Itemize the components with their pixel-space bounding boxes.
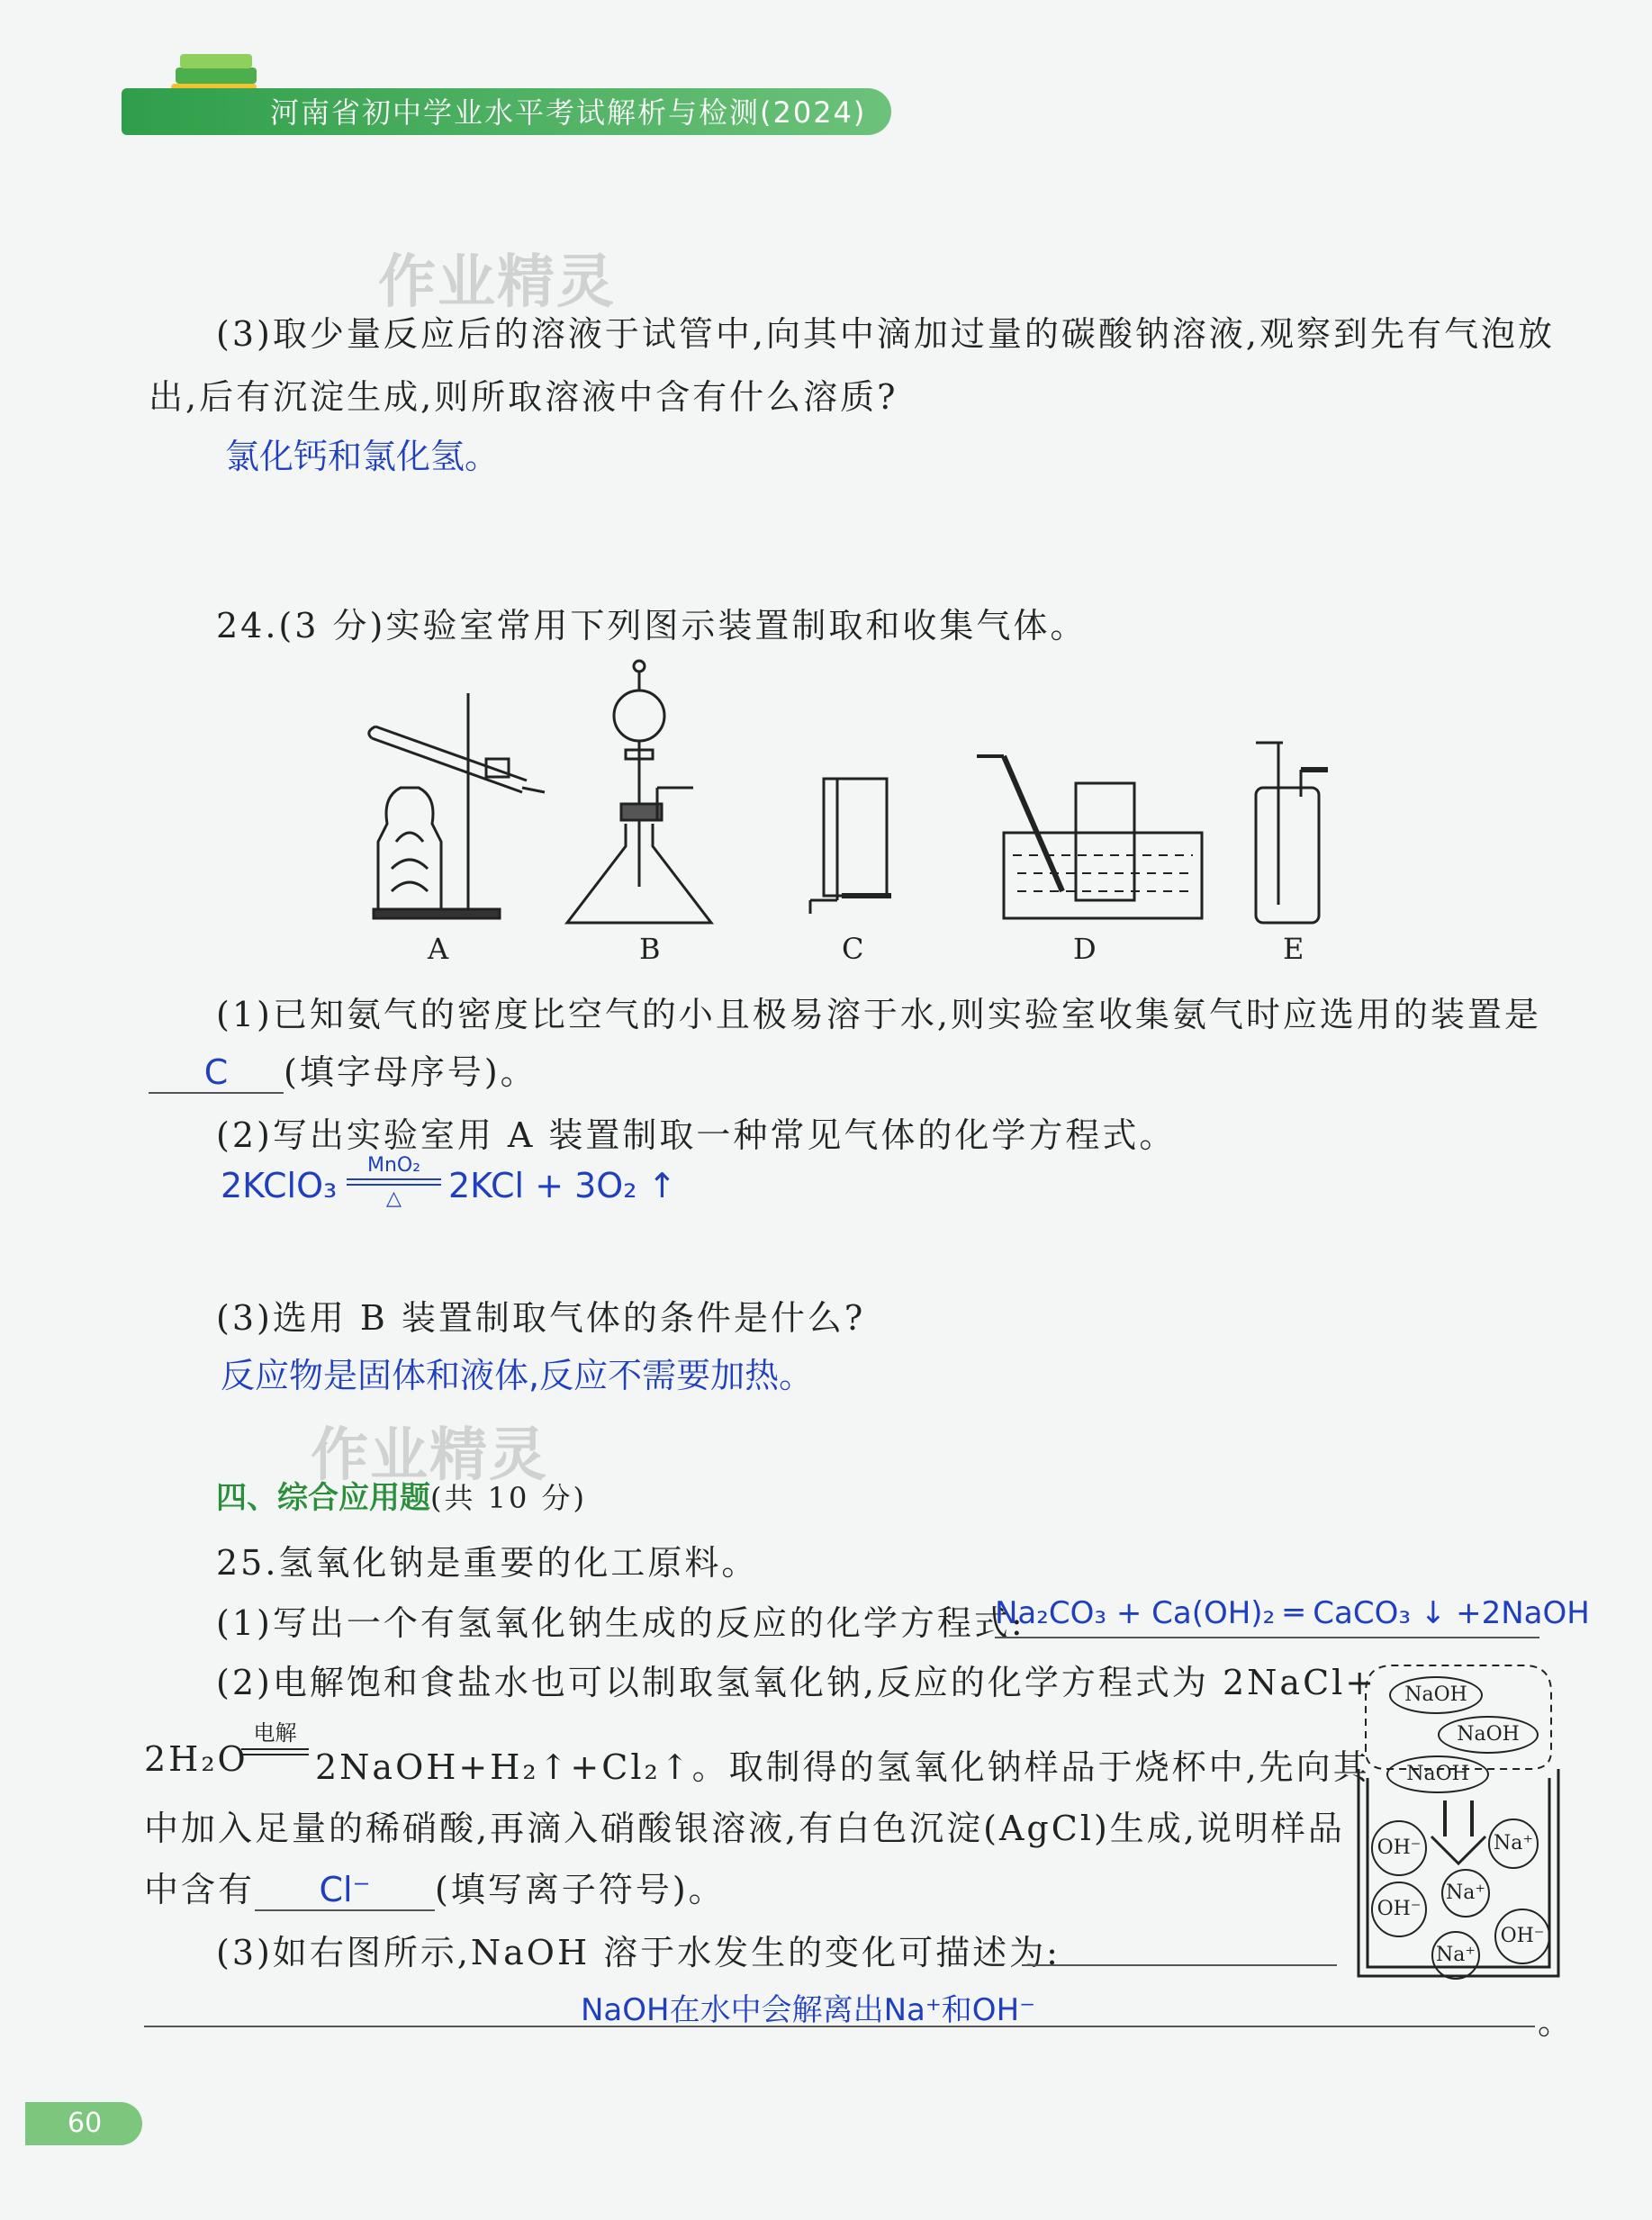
q24-part1-line1: (1)已知氨气的密度比空气的小且极易溶于水,则实验室收集氨气时应选用的装置是: [216, 995, 1541, 1034]
q24-part2: (2)写出实验室用 A 装置制取一种常见气体的化学方程式。: [216, 1115, 1177, 1155]
apparatus-label-b: B: [639, 932, 661, 966]
q24-part2-condition: [347, 1154, 441, 1210]
q25-part2-line4: [144, 1862, 726, 1911]
q24-part3-answer: 反应物是固体和液体,反应不需要加热。: [221, 1356, 814, 1395]
q25-part1-blank: [995, 1637, 1539, 1638]
q24-part2-answer-right: 2KCl + 3O₂ ↑: [448, 1166, 677, 1205]
q24-part1-answer: C: [149, 1052, 284, 1094]
naoh-dissolution-diagram: [1355, 1656, 1562, 1985]
section4-title: 四、综合应用题: [216, 1480, 430, 1516]
q25-part3-blank1: [1022, 1964, 1337, 1966]
apparatus-label-d: D: [1073, 932, 1097, 966]
q23-part3-answer: 氯化钙和氯化氢。: [225, 437, 500, 476]
apparatus-label-c: C: [842, 932, 864, 966]
sodium-ion: Na⁺: [1488, 1818, 1539, 1869]
q23-part3-line1: (3)取少量反应后的溶液于试管中,向其中滴加过量的碳酸钠溶液,观察到先有气泡放: [216, 314, 1555, 354]
q25-stem: 25.氢氧化钠是重要的化工原料。: [216, 1543, 759, 1583]
section4-heading: [216, 1473, 587, 1517]
q24-part1-hint: (填字母序号)。: [284, 1052, 537, 1092]
naoh-molecule: NaOH: [1438, 1716, 1539, 1754]
q25-part2-cond-text: 电解: [253, 1720, 297, 1746]
q25-part2-line4-right: (填写离子符号)。: [435, 1870, 726, 1909]
page-number: 60: [68, 2107, 103, 2139]
q25-part1: (1)写出一个有氢氧化钠生成的反应的化学方程式:: [216, 1603, 1025, 1643]
q25-part3: (3)如右图所示,NaOH 溶于水发生的变化可描述为:: [216, 1933, 1061, 1972]
sodium-ion: Na⁺: [1431, 1931, 1480, 1980]
sodium-ion: Na⁺: [1441, 1869, 1490, 1918]
q25-part2-line2-left: 2H₂O: [144, 1739, 248, 1779]
apparatus-label-a: A: [428, 932, 449, 966]
section4-points: (共 10 分): [430, 1481, 588, 1515]
watermark: 作业精灵: [378, 249, 616, 316]
q25-part2-line2-right: 2NaOH+H₂↑+Cl₂↑。取制得的氢氧化钠样品于烧杯中,先向其: [315, 1747, 1370, 1787]
q24-part2-answer-left: 2KClO₃: [221, 1166, 338, 1205]
hydroxide-ion: OH⁻: [1371, 1820, 1427, 1876]
hydroxide-ion: OH⁻: [1494, 1909, 1550, 1964]
q25-part2-line1: (2)电解饱和食盐水也可以制取氢氧化钠,反应的化学方程式为 2NaCl+: [216, 1663, 1377, 1702]
q24-part2-cond-bottom: △: [386, 1187, 402, 1210]
watermark: 作业精灵: [311, 1422, 548, 1489]
q24-part2-cond-top: MnO₂: [366, 1154, 421, 1177]
apparatus-label-e: E: [1283, 932, 1304, 966]
q25-part2-line4-left: 中含有: [144, 1870, 256, 1909]
q25-part3-end: 。: [1538, 2002, 1575, 2042]
header-title: 河南省初中学业水平考试解析与检测(2024): [270, 95, 867, 130]
q25-part1-answer: Na₂CO₃ + Ca(OH)₂ ═ CaCO₃ ↓ +2NaOH: [995, 1595, 1590, 1631]
q23-part3-line2: 出,后有沉淀生成,则所取溶液中含有什么溶质?: [149, 377, 898, 417]
q24-stem: 24.(3 分)实验室常用下列图示装置制取和收集气体。: [216, 606, 1088, 645]
naoh-molecule: NaOH: [1389, 1676, 1483, 1714]
q25-part2-answer: Cl⁻: [255, 1870, 435, 1911]
naoh-molecule: NaOH: [1386, 1755, 1489, 1793]
q25-part2-condition: [241, 1715, 309, 1755]
q25-part3-blank2: [144, 2026, 1535, 2027]
q24-part1-line2: [149, 1044, 537, 1094]
q25-part2-line3: 中加入足量的稀硝酸,再滴入硝酸银溶液,有白色沉淀(AgCl)生成,说明样品: [144, 1809, 1345, 1848]
q25-part3-answer: NaOH在水中会解离出Na⁺和OH⁻: [581, 1992, 1036, 2028]
lab-apparatus-diagram: [356, 653, 1346, 977]
q24-part3: (3)选用 B 装置制取气体的条件是什么?: [216, 1298, 866, 1338]
hydroxide-ion: OH⁻: [1371, 1882, 1427, 1937]
